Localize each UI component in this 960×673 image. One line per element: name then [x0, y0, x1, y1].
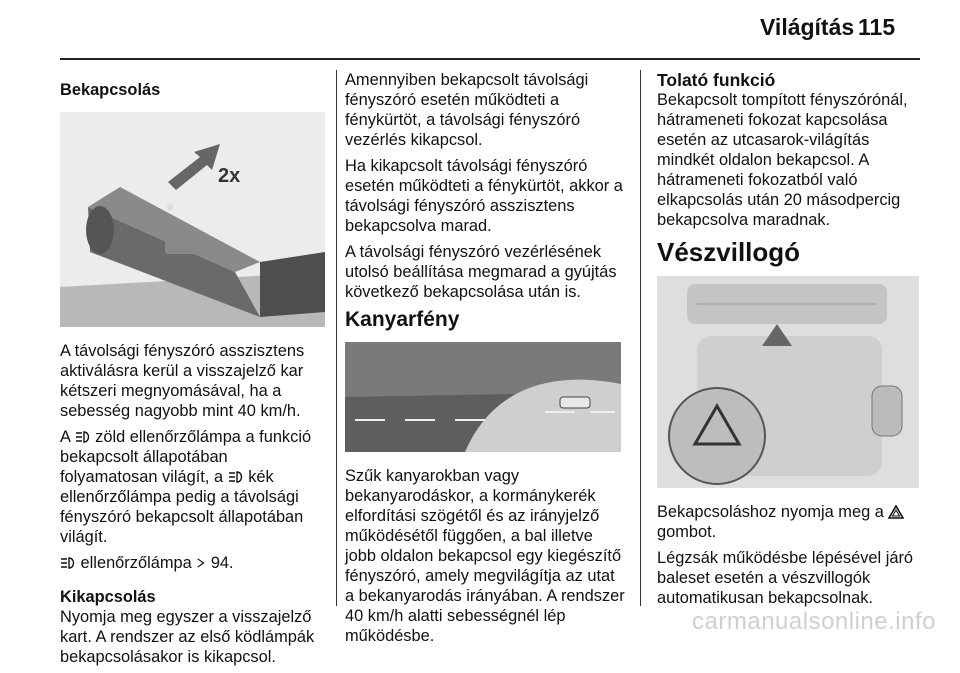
page-number: 115	[858, 14, 896, 40]
column-divider-1	[336, 70, 337, 606]
auto-high-beam-icon	[75, 430, 91, 444]
text-run: ellenőrzőlámpa	[76, 554, 197, 572]
auto-high-beam-icon	[60, 556, 76, 570]
steering-column	[260, 252, 325, 317]
text-run: 94.	[206, 554, 234, 572]
text-run: Bekapcsoláshoz nyomja meg a	[657, 503, 889, 521]
paragraph	[60, 553, 328, 573]
stalk-tip	[86, 206, 114, 254]
auto-high-beam-indicator	[167, 204, 173, 210]
high-beam-icon	[228, 470, 244, 484]
paragraph	[657, 502, 925, 542]
reference-arrow-icon	[196, 556, 206, 570]
paragraph: Szűk kanyarokban vagy bekanyarodáskor, a kormánykerék elfordítási szögétől és az irányjelző működésétől függően, a bal illetve jobb oldalon bekapcsol egy kiegészítő fényszóró, amely megvilágítja az utat a bekanyarodás irányában. A rendszer 40 km/h alatti sebességnél lép működésbe.	[345, 467, 625, 645]
hazard-triangle-icon	[888, 505, 904, 519]
figure-label-2x: 2x	[218, 165, 241, 187]
heading-kanyarfeny: Kanyarfény	[345, 308, 460, 331]
header-rule	[60, 58, 920, 60]
paragraph: Ha kikapcsolt távolsági fényszóró esetén működteti a fénykürtöt, akkor a távolsági fényszóró asszisztens bekapcsolva marad.	[345, 157, 623, 235]
column-2	[345, 70, 625, 652]
cornering-light-figure	[345, 342, 621, 452]
text-run: kék ellenőrzőlámpa pedig a távolsági fényszóró bekapcsolt állapotában világít.	[60, 468, 304, 546]
text-run: gombot.	[657, 523, 717, 541]
lever-button	[165, 240, 199, 254]
watermark: carmanualsonline.info	[692, 608, 936, 635]
paragraph: A távolsági fényszóró vezérlésének utolsó beállítása megmarad a gyújtás következő bekapcsolása után is.	[345, 243, 617, 301]
paragraph: Bekapcsolt tompított fényszórónál, hátrameneti fokozat kapcsolása esetén az utcasarok-világítás mindkét oldalon bekapcsol. A hátrameneti fokozatból való elkapcsolás után 20 másodpercig bekapcsolva maradnak.	[657, 91, 908, 229]
section-title-tolato: Tolató funkció	[657, 70, 776, 90]
magnifier-circle	[669, 388, 765, 484]
paragraph: A távolsági fényszóró asszisztens aktiválásra kerül a visszajelző kar kétszeri megnyomásával, ha a sebesség nagyobb mint 40 km/h.	[60, 342, 305, 420]
column-3	[657, 70, 925, 614]
column-1	[60, 70, 328, 673]
headlamp-icon	[560, 397, 590, 408]
heading-veszvillogo: Vészvillogó	[657, 237, 801, 267]
paragraph	[60, 427, 328, 547]
paragraph: Nyomja meg egyszer a visszajelző kart. A rendszer az első ködlámpák bekapcsolásakor is kikapcsol.	[60, 608, 315, 666]
section-title-bekapcsolas: Bekapcsolás	[60, 81, 161, 99]
chapter-title: Világítás	[760, 14, 855, 40]
side-knob	[872, 386, 902, 436]
text-run: A	[60, 428, 75, 446]
hazard-switch-figure	[657, 276, 919, 488]
paragraph: Légzsák működésbe lépésével járó baleset esetén a vészvillogók automatikusan bekapcsolnak.	[657, 549, 914, 607]
section-title-kikapcsolas: Kikapcsolás	[60, 588, 156, 606]
paragraph: Amennyiben bekapcsolt távolsági fényszóró esetén működteti a fénykürtöt, a távolsági fényszóró vezérlés kikapcsol.	[345, 71, 589, 149]
column-divider-2	[640, 70, 641, 606]
stalk-lever-figure	[60, 112, 325, 327]
text-run: zöld ellenőrzőlámpa a funkció bekapcsolt állapotában folyamatosan világít, a	[60, 428, 312, 486]
